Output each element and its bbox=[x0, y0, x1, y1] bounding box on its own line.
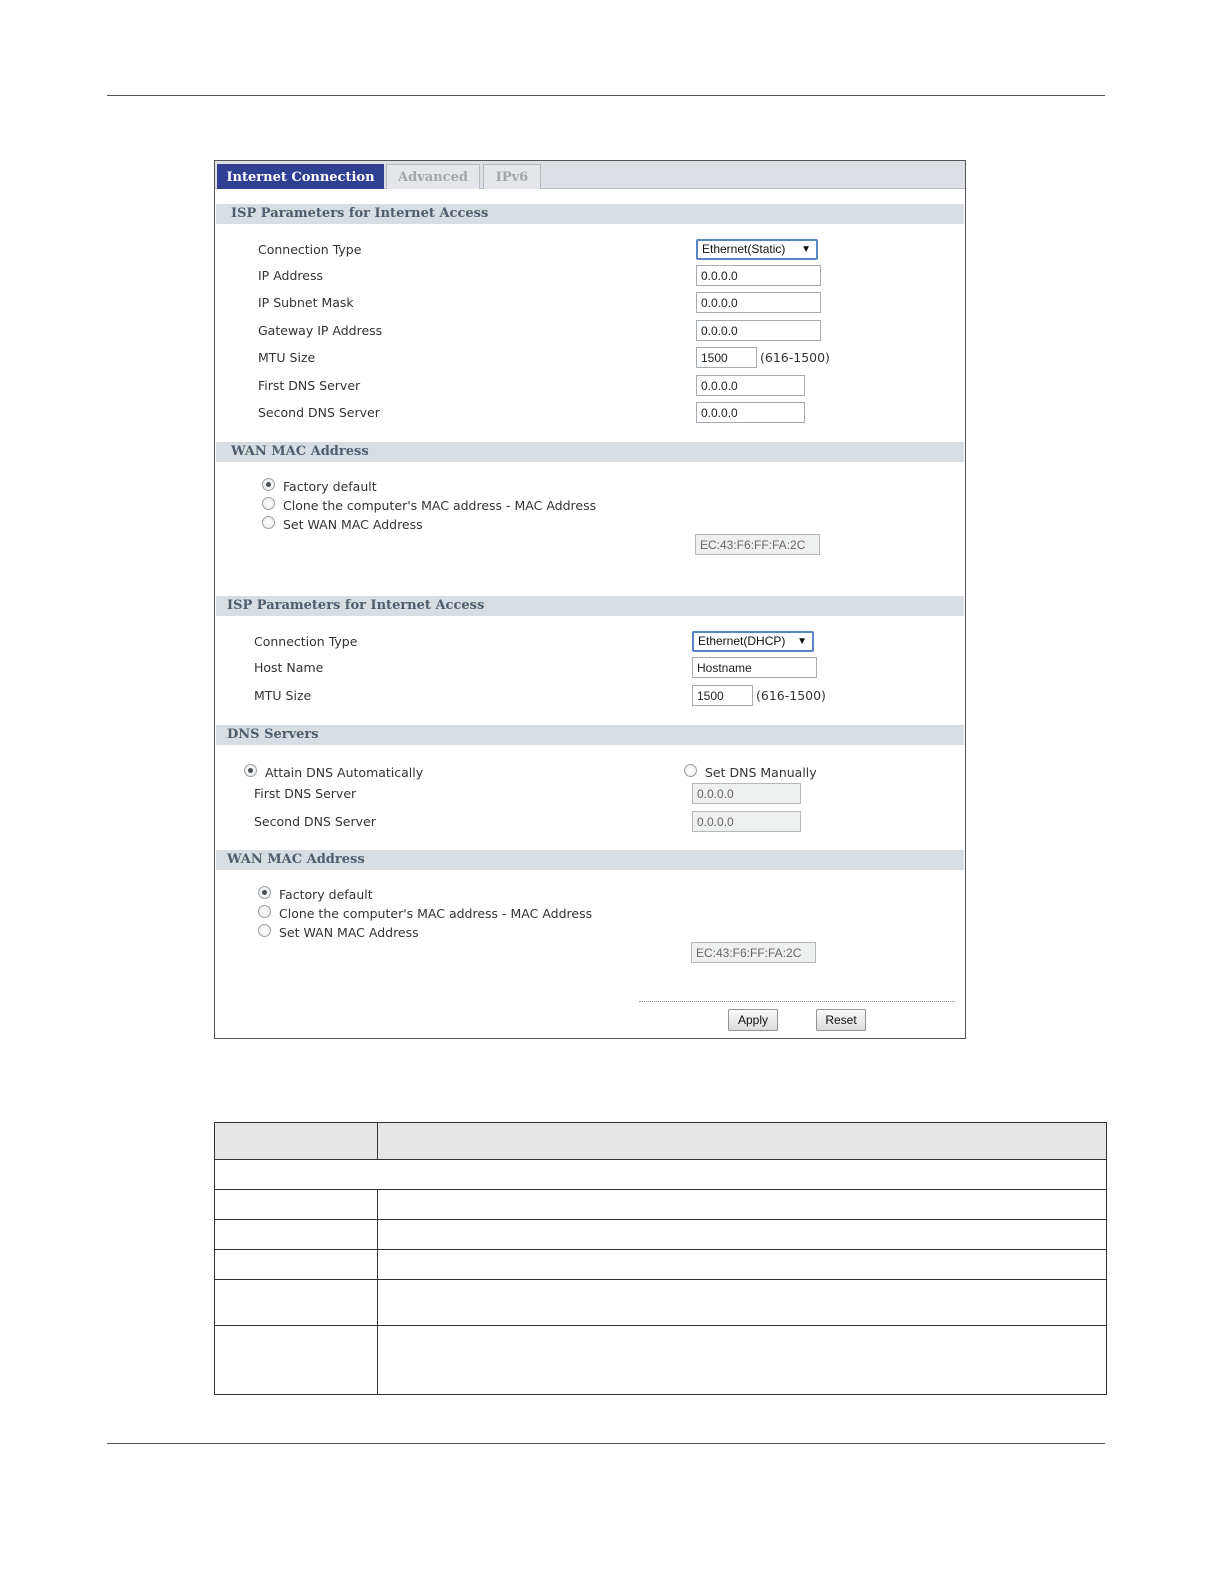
table-cell bbox=[378, 1250, 1107, 1280]
host-name-input[interactable] bbox=[692, 657, 817, 678]
table-header-row bbox=[215, 1123, 1107, 1160]
second-dns-label: Second DNS Server bbox=[258, 405, 380, 420]
wan-mac-1-clone-radio[interactable] bbox=[262, 497, 275, 510]
dhcp-mtu-label: MTU Size bbox=[254, 688, 312, 703]
dns-first-label: First DNS Server bbox=[254, 786, 357, 801]
table-cell bbox=[215, 1326, 378, 1395]
table-row bbox=[215, 1280, 1107, 1326]
wan-mac-2-clone-radio[interactable] bbox=[258, 905, 271, 918]
chevron-down-icon: ▼ bbox=[801, 244, 811, 255]
second-dns-input[interactable] bbox=[696, 402, 805, 423]
wan-mac-1-input[interactable] bbox=[695, 534, 820, 555]
table-cell bbox=[378, 1280, 1107, 1326]
dns-auto-radio[interactable] bbox=[244, 764, 257, 777]
wan-mac-1-factory-label: Factory default bbox=[283, 479, 377, 494]
table-cell bbox=[378, 1326, 1107, 1395]
table-row bbox=[215, 1190, 1107, 1220]
dns-second-input[interactable] bbox=[692, 811, 801, 832]
subnet-mask-label: IP Subnet Mask bbox=[258, 295, 354, 310]
apply-button[interactable]: Apply bbox=[728, 1009, 778, 1031]
dhcp-connection-type-value: Ethernet(DHCP) bbox=[698, 634, 786, 648]
tab-advanced[interactable]: Advanced bbox=[386, 164, 480, 189]
tab-ipv6[interactable]: IPv6 bbox=[483, 164, 541, 189]
section-header-wan-mac-2: WAN MAC Address bbox=[216, 850, 964, 870]
subnet-mask-input[interactable] bbox=[696, 292, 821, 313]
table-row bbox=[215, 1250, 1107, 1280]
mtu-label: MTU Size bbox=[258, 350, 316, 365]
dhcp-connection-type-select[interactable] bbox=[692, 631, 814, 652]
table-row bbox=[215, 1160, 1107, 1190]
connection-type-value: Ethernet(Static) bbox=[702, 242, 786, 256]
wan-mac-1-factory-radio[interactable] bbox=[262, 478, 275, 491]
first-dns-input[interactable] bbox=[696, 375, 805, 396]
chevron-down-icon: ▼ bbox=[797, 636, 807, 647]
table-cell bbox=[215, 1250, 378, 1280]
table-row bbox=[215, 1220, 1107, 1250]
ip-address-label: IP Address bbox=[258, 268, 323, 283]
wan-mac-2-set-radio[interactable] bbox=[258, 924, 271, 937]
dns-second-label: Second DNS Server bbox=[254, 814, 376, 829]
dhcp-mtu-range-hint: (616-1500) bbox=[756, 688, 826, 703]
table-cell bbox=[215, 1220, 378, 1250]
tab-bar bbox=[215, 161, 965, 189]
section-header-wan-mac-1: WAN MAC Address bbox=[216, 442, 964, 462]
table-header-cell-description bbox=[378, 1123, 1107, 1160]
table-cell bbox=[215, 1190, 378, 1220]
wan-mac-1-clone-label: Clone the computer's MAC address - MAC Address bbox=[283, 498, 597, 513]
wan-mac-2-factory-radio[interactable] bbox=[258, 886, 271, 899]
table-cell bbox=[215, 1280, 378, 1326]
wan-mac-2-clone-label: Clone the computer's MAC address - MAC Address bbox=[279, 906, 593, 921]
section-header-dns-servers: DNS Servers bbox=[216, 725, 964, 745]
reset-button[interactable]: Reset bbox=[816, 1009, 866, 1031]
button-divider bbox=[639, 1001, 955, 1002]
wan-mac-2-set-label: Set WAN MAC Address bbox=[279, 925, 419, 940]
mtu-range-hint: (616-1500) bbox=[760, 350, 830, 365]
table-header-cell-label bbox=[215, 1123, 378, 1160]
mtu-input[interactable] bbox=[696, 347, 757, 368]
dns-first-input[interactable] bbox=[692, 783, 801, 804]
description-table bbox=[214, 1122, 1107, 1395]
wan-mac-1-set-label: Set WAN MAC Address bbox=[283, 517, 423, 532]
footer-rule bbox=[107, 1443, 1105, 1444]
first-dns-label: First DNS Server bbox=[258, 378, 361, 393]
connection-type-label: Connection Type bbox=[258, 242, 362, 257]
dhcp-mtu-input[interactable] bbox=[692, 685, 753, 706]
table-cell bbox=[215, 1160, 1107, 1190]
dns-manual-label: Set DNS Manually bbox=[705, 765, 817, 780]
ip-address-input[interactable] bbox=[696, 265, 821, 286]
wan-mac-2-input[interactable] bbox=[691, 942, 816, 963]
tab-internet-connection[interactable]: Internet Connection bbox=[217, 164, 384, 189]
table-cell bbox=[378, 1190, 1107, 1220]
host-name-label: Host Name bbox=[254, 660, 324, 675]
table-row bbox=[215, 1326, 1107, 1395]
wan-mac-2-factory-label: Factory default bbox=[279, 887, 373, 902]
table-cell bbox=[378, 1220, 1107, 1250]
header-rule bbox=[107, 95, 1105, 96]
gateway-label: Gateway IP Address bbox=[258, 323, 383, 338]
section-header-isp-dhcp: ISP Parameters for Internet Access bbox=[216, 596, 964, 616]
dns-auto-label: Attain DNS Automatically bbox=[265, 765, 424, 780]
gateway-input[interactable] bbox=[696, 320, 821, 341]
internet-connection-panel bbox=[214, 160, 966, 1039]
dhcp-connection-type-label: Connection Type bbox=[254, 634, 358, 649]
section-header-isp-static: ISP Parameters for Internet Access bbox=[216, 204, 964, 224]
dns-manual-radio[interactable] bbox=[684, 764, 697, 777]
wan-mac-1-set-radio[interactable] bbox=[262, 516, 275, 529]
connection-type-select[interactable] bbox=[696, 239, 818, 260]
